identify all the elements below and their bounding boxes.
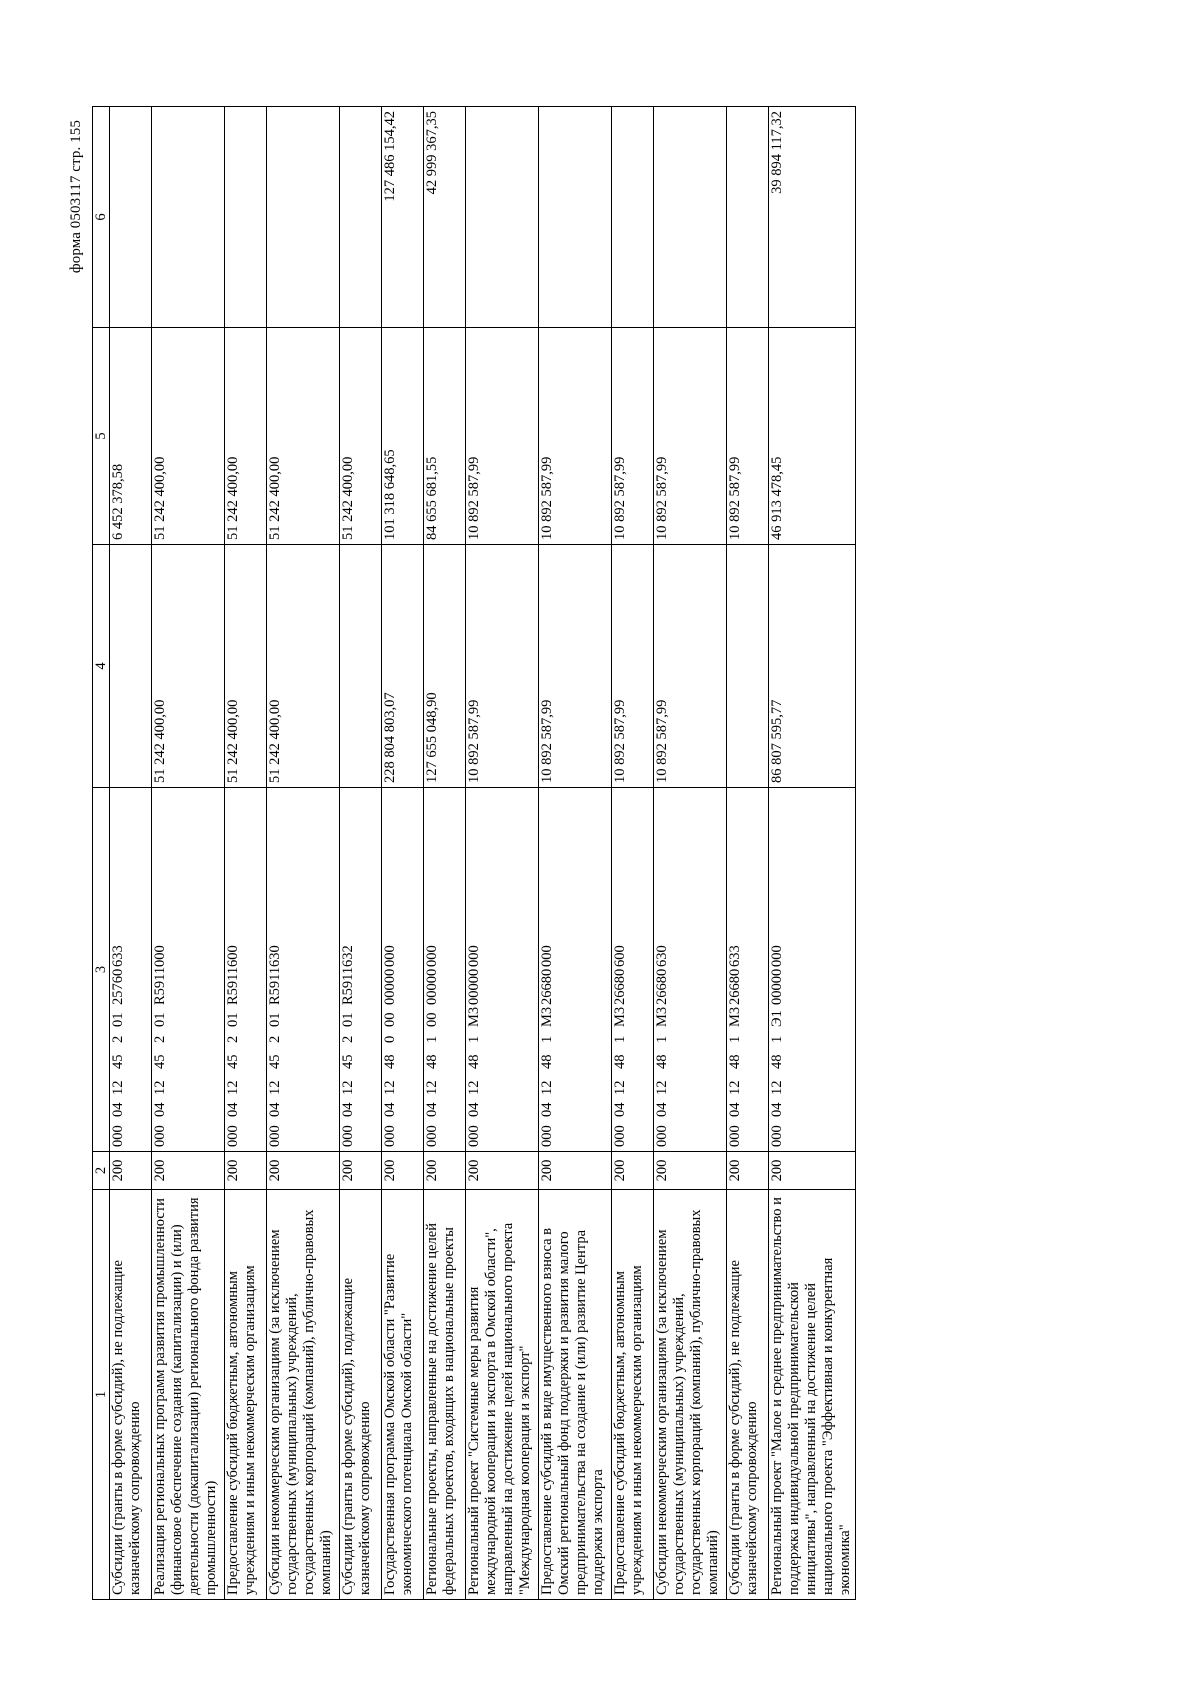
budget-classification-code [727, 788, 769, 1152]
unexecuted-amount [654, 107, 727, 328]
code-part: 000 [539, 1125, 555, 1147]
table-row [110, 107, 152, 1600]
executed-amount: 46 913 478,45 [769, 328, 856, 545]
approved-amount: 51 242 400,00 [267, 545, 340, 788]
table-row [424, 107, 466, 1600]
row-line-code: 200 [225, 1152, 267, 1190]
code-part: 000 [539, 945, 555, 967]
code-part: 04 [225, 1102, 241, 1117]
code-part: 000 [225, 1125, 241, 1147]
budget-classification-code [654, 788, 727, 1152]
budget-classification-code [466, 788, 539, 1152]
unexecuted-amount [466, 107, 539, 328]
row-line-code: 200 [382, 1152, 424, 1190]
row-line-code: 200 [769, 1152, 856, 1190]
code-part: М3 [612, 1006, 628, 1027]
executed-amount: 10 892 587,99 [466, 328, 539, 545]
code-part: 48 [466, 1054, 482, 1069]
code-part: 1 [466, 1035, 482, 1043]
approved-amount: 86 807 595,77 [769, 545, 856, 788]
code-part: 26680 [612, 968, 628, 1005]
code-part: 00000 [466, 968, 482, 1005]
code-part: 48 [612, 1054, 628, 1069]
row-line-code: 200 [612, 1152, 654, 1190]
approved-amount: 10 892 587,99 [539, 545, 612, 788]
table-row [654, 107, 727, 1600]
budget-classification-code [424, 788, 466, 1152]
executed-amount: 10 892 587,99 [612, 328, 654, 545]
row-line-code: 200 [340, 1152, 382, 1190]
table-row [382, 107, 424, 1600]
table-row [466, 107, 539, 1600]
code-part: 12 [769, 1080, 785, 1095]
code-part: 45 [340, 1054, 356, 1069]
report-table [92, 106, 856, 1600]
column-header: 3 [93, 788, 110, 1152]
unexecuted-amount [727, 107, 769, 328]
code-part: 48 [382, 1054, 398, 1069]
code-part: 000 [769, 945, 785, 967]
code-part: 1 [424, 1035, 440, 1043]
code-part: 000 [466, 1125, 482, 1147]
executed-amount: 51 242 400,00 [340, 328, 382, 545]
code-part: 04 [612, 1102, 628, 1117]
code-part: 04 [654, 1102, 670, 1117]
code-part: 2 [267, 1035, 283, 1043]
row-name: Субсидии (гранты в форме субсидий), не подлежащие казначейскому сопровождению [727, 1190, 769, 1600]
row-name: Региональные проекты, направленные на достижение целей федеральных проектов, входящих в национальные проекты [424, 1190, 466, 1600]
code-part: 00000 [424, 968, 440, 1005]
code-part: 000 [424, 945, 440, 967]
code-part: 600 [612, 945, 628, 967]
code-part: 04 [539, 1102, 555, 1117]
code-part: 1 [612, 1035, 628, 1043]
approved-amount [340, 545, 382, 788]
code-part: 26680 [727, 968, 743, 1005]
unexecuted-amount [340, 107, 382, 328]
row-line-code: 200 [267, 1152, 340, 1190]
row-name: Реализация региональных программ развития промышленности (финансовое обеспечение создания (капитализации) и (или) деятельности (докапитализации) регионального фонда развития промышленности) [152, 1190, 225, 1600]
code-part: 04 [424, 1102, 440, 1117]
unexecuted-amount [152, 107, 225, 328]
row-line-code: 200 [110, 1152, 152, 1190]
row-name: Предоставление субсидий бюджетным, автономным учреждениям и иным некоммерческим организациям [225, 1190, 267, 1600]
code-part: 04 [110, 1102, 126, 1117]
code-part: 04 [152, 1102, 168, 1117]
unexecuted-amount [225, 107, 267, 328]
approved-amount: 10 892 587,99 [466, 545, 539, 788]
code-part: 12 [110, 1080, 126, 1095]
code-part: 000 [466, 945, 482, 967]
code-part: 12 [727, 1080, 743, 1095]
code-part: 1 [727, 1035, 743, 1043]
code-part: 45 [267, 1054, 283, 1069]
code-part: 0 [382, 1035, 398, 1043]
table-row [340, 107, 382, 1600]
code-part: 04 [727, 1102, 743, 1117]
code-part: 000 [612, 1125, 628, 1147]
code-part: R5911 [225, 966, 241, 1005]
row-name: Региональный проект "Малое и среднее предпринимательство и поддержка индивидуальной предпринимательской инициативы", направленный на достижение целей национального проекта "Эффективная и конкурентная экономика" [769, 1190, 856, 1600]
code-part: 12 [267, 1080, 283, 1095]
unexecuted-amount [267, 107, 340, 328]
budget-classification-code [539, 788, 612, 1152]
code-part: 04 [267, 1102, 283, 1117]
code-part: Э1 [769, 1010, 785, 1027]
approved-amount: 51 242 400,00 [225, 545, 267, 788]
code-part: 1 [654, 1035, 670, 1043]
row-name: Предоставление субсидий бюджетным, автономным учреждениям и иным некоммерческим организациям [612, 1190, 654, 1600]
executed-amount: 10 892 587,99 [654, 328, 727, 545]
budget-classification-code [612, 788, 654, 1152]
code-part: 12 [466, 1080, 482, 1095]
row-line-code: 200 [424, 1152, 466, 1190]
table-row [152, 107, 225, 1600]
code-part: 04 [466, 1102, 482, 1117]
code-part: 000 [769, 1125, 785, 1147]
approved-amount [727, 545, 769, 788]
code-part: 48 [654, 1054, 670, 1069]
row-name: Предоставление субсидий в виде имущественного взноса в Омский региональный фонд поддержки и развития малого предпринимательства на создание и (или) развитие Центра поддержки экспорта [539, 1190, 612, 1600]
row-name: Субсидии (гранты в форме субсидий), подлежащие казначейскому сопровождению [340, 1190, 382, 1600]
row-name: Субсидии некоммерческим организациям (за исключением государственных (муниципальных) учреждений, государственных корпораций (компаний), публично-правовых компаний) [267, 1190, 340, 1600]
code-part: 2 [340, 1035, 356, 1043]
code-part: 48 [424, 1054, 440, 1069]
code-part: 12 [340, 1080, 356, 1095]
row-line-code: 200 [727, 1152, 769, 1190]
code-part: 00 [382, 1012, 398, 1027]
code-part: 2 [152, 1035, 168, 1043]
code-part: 000 [152, 1125, 168, 1147]
unexecuted-amount: 127 486 154,42 [382, 107, 424, 328]
table-row [727, 107, 769, 1600]
code-part: 00000 [769, 968, 785, 1005]
code-part: 000 [152, 945, 168, 967]
table-row [769, 107, 856, 1600]
row-line-code: 200 [466, 1152, 539, 1190]
code-part: 26680 [654, 968, 670, 1005]
budget-classification-code [152, 788, 225, 1152]
executed-amount: 84 655 681,55 [424, 328, 466, 545]
code-part: 630 [267, 945, 283, 967]
executed-amount: 51 242 400,00 [267, 328, 340, 545]
code-part: 45 [110, 1054, 126, 1069]
code-part: 12 [539, 1080, 555, 1095]
code-part: 000 [267, 1125, 283, 1147]
approved-amount: 10 892 587,99 [612, 545, 654, 788]
code-part: 01 [340, 1012, 356, 1027]
approved-amount: 228 804 803,07 [382, 545, 424, 788]
budget-classification-code [110, 788, 152, 1152]
budget-classification-code [225, 788, 267, 1152]
table-row [612, 107, 654, 1600]
code-part: 633 [727, 945, 743, 967]
code-part: 00 [424, 1012, 440, 1027]
form-label: форма 0503117 стр. 155 [68, 120, 84, 274]
code-part: М3 [727, 1006, 743, 1027]
approved-amount [110, 545, 152, 788]
budget-classification-code [769, 788, 856, 1152]
unexecuted-amount [539, 107, 612, 328]
executed-amount: 51 242 400,00 [152, 328, 225, 545]
executed-amount: 101 318 648,65 [382, 328, 424, 545]
code-part: 04 [382, 1102, 398, 1117]
code-part: 45 [225, 1054, 241, 1069]
code-part: 2 [225, 1035, 241, 1043]
code-part: 12 [612, 1080, 628, 1095]
executed-amount: 10 892 587,99 [727, 328, 769, 545]
code-part: 48 [769, 1054, 785, 1069]
unexecuted-amount [110, 107, 152, 328]
code-part: R5911 [267, 966, 283, 1005]
code-part: 48 [539, 1054, 555, 1069]
code-part: 04 [340, 1102, 356, 1117]
code-part: 01 [225, 1012, 241, 1027]
unexecuted-amount [612, 107, 654, 328]
row-name: Субсидии (гранты в форме субсидий), не подлежащие казначейскому сопровождению [110, 1190, 152, 1600]
column-header: 6 [93, 107, 110, 328]
code-part: 04 [769, 1102, 785, 1117]
code-part: 632 [340, 945, 356, 967]
code-part: 12 [225, 1080, 241, 1095]
executed-amount: 51 242 400,00 [225, 328, 267, 545]
code-part: R5911 [340, 966, 356, 1005]
table-row [225, 107, 267, 1600]
unexecuted-amount: 39 894 117,32 [769, 107, 856, 328]
approved-amount: 10 892 587,99 [654, 545, 727, 788]
column-header: 2 [93, 1152, 110, 1190]
column-header: 4 [93, 545, 110, 788]
code-part: 12 [382, 1080, 398, 1095]
row-name: Государственная программа Омской области "Развитие экономического потенциала Омской области" [382, 1190, 424, 1600]
code-part: 1 [539, 1035, 555, 1043]
code-part: 12 [654, 1080, 670, 1095]
code-part: 1 [769, 1035, 785, 1043]
approved-amount: 127 655 048,90 [424, 545, 466, 788]
unexecuted-amount: 42 999 367,35 [424, 107, 466, 328]
row-line-code: 200 [654, 1152, 727, 1190]
row-line-code: 200 [152, 1152, 225, 1190]
code-part: 000 [424, 1125, 440, 1147]
code-part: 01 [110, 1012, 126, 1027]
budget-classification-code [382, 788, 424, 1152]
code-part: 000 [382, 1125, 398, 1147]
code-part: М3 [539, 1006, 555, 1027]
row-name: Региональный проект "Системные меры развития международной кооперации и экспорта в Омской области", направленный на достижение целей национального проекта "Международная кооперация и экспорт" [466, 1190, 539, 1600]
code-part: 45 [152, 1054, 168, 1069]
approved-amount: 51 242 400,00 [152, 545, 225, 788]
column-header: 1 [93, 1190, 110, 1600]
code-part: М3 [654, 1006, 670, 1027]
code-part: 12 [152, 1080, 168, 1095]
code-part: 000 [340, 1125, 356, 1147]
code-part: 01 [267, 1012, 283, 1027]
code-part: 25760 [110, 968, 126, 1005]
code-part: 000 [727, 1125, 743, 1147]
code-part: 01 [152, 1012, 168, 1027]
code-part: М3 [466, 1006, 482, 1027]
row-name: Субсидии некоммерческим организациям (за исключением государственных (муниципальных) учреждений, государственных корпораций (компаний), публично-правовых компаний) [654, 1190, 727, 1600]
executed-amount: 10 892 587,99 [539, 328, 612, 545]
code-part: R5911 [152, 966, 168, 1005]
code-part: 12 [424, 1080, 440, 1095]
code-part: 2 [110, 1035, 126, 1043]
table-row [539, 107, 612, 1600]
budget-classification-code [267, 788, 340, 1152]
executed-amount: 6 452 378,58 [110, 328, 152, 545]
table-row [267, 107, 340, 1600]
column-header: 5 [93, 328, 110, 545]
code-part: 00000 [382, 968, 398, 1005]
code-part: 600 [225, 945, 241, 967]
code-part: 26680 [539, 968, 555, 1005]
code-part: 000 [382, 945, 398, 967]
header-row [93, 107, 110, 1600]
row-line-code: 200 [539, 1152, 612, 1190]
code-part: 000 [110, 1125, 126, 1147]
code-part: 48 [727, 1054, 743, 1069]
code-part: 633 [110, 945, 126, 967]
budget-classification-code [340, 788, 382, 1152]
code-part: 630 [654, 945, 670, 967]
code-part: 000 [654, 1125, 670, 1147]
